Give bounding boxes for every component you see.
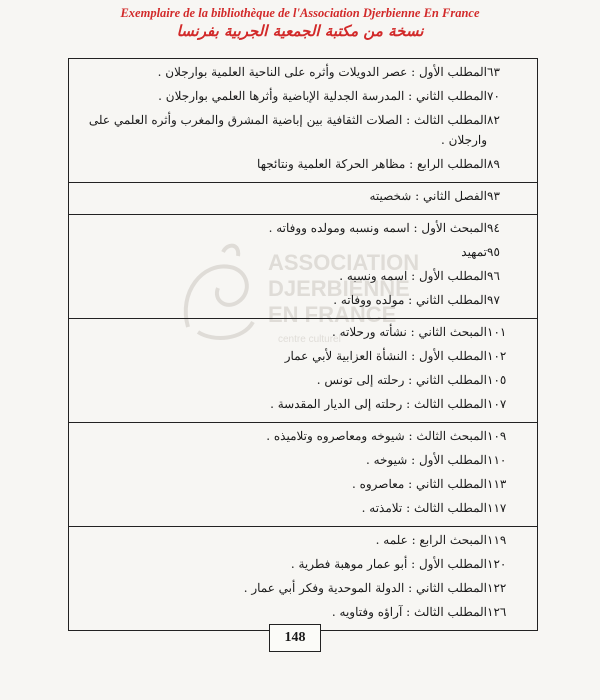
toc-row (69, 578, 537, 598)
toc-row-page: ١١٣ (487, 477, 507, 491)
toc-row-title: المطلب الأول : أبو عمار موهبة فطرية . (290, 557, 487, 571)
table-of-contents (68, 58, 538, 631)
toc-section-4 (69, 318, 537, 422)
toc-row-page: ١٢٦ (487, 605, 507, 619)
toc-section-2 (69, 182, 537, 214)
toc-row-page: ١٠٧ (487, 397, 507, 411)
toc-row-title: المطلب الثاني : معاصروه . (351, 477, 487, 491)
toc-section-1 (69, 58, 537, 182)
toc-row (69, 62, 537, 82)
toc-row (69, 530, 537, 550)
toc-section-6 (69, 526, 537, 631)
watermark-line-3: EN FRANCE (268, 302, 397, 327)
toc-row (69, 450, 537, 470)
toc-row (69, 322, 537, 342)
header-french-line: Exemplaire de la bibliothèque de l'Association Djerbienne En France (120, 6, 480, 20)
toc-row-page: ٩٤ (487, 221, 500, 235)
toc-row-page: ٨٩ (487, 157, 500, 171)
toc-row-title: المطلب الثاني : الدولة الموحدية وفكر أبي عمار . (243, 581, 487, 595)
toc-row (69, 110, 537, 150)
toc-row-title: الفصل الثاني : شخصيته (369, 189, 487, 203)
toc-row (69, 346, 537, 366)
header-arabic-line: نسخة من مكتبة الجمعية الجربية بفرنسا (176, 22, 424, 40)
toc-row-page: ١١٧ (487, 501, 507, 515)
toc-row-page: ٩٥ (487, 245, 500, 259)
toc-row (69, 242, 537, 262)
toc-row (69, 218, 537, 238)
toc-row-page: ١١٠ (487, 453, 507, 467)
toc-section-3 (69, 214, 537, 318)
toc-row-title: المطلب الثاني : رحلته إلى تونس . (316, 373, 487, 387)
toc-row (69, 498, 537, 518)
toc-row (69, 266, 537, 286)
toc-row-title: المطلب الثالث : الصلات الثقافية بين إباضية المشرق والمغرب وأثره العلمي على وارجلان . (88, 113, 487, 147)
toc-row (69, 154, 537, 174)
toc-row-title: المبحث الثالث : شيوخه ومعاصروه وتلاميذه . (266, 429, 487, 443)
toc-row-title: المبحث الثاني : نشأته ورحلاته . (331, 325, 487, 339)
toc-row-title: المطلب الأول : شيوخه . (365, 453, 487, 467)
toc-row-page: ٧٠ (487, 89, 500, 103)
toc-row-page: ١٠٢ (487, 349, 507, 363)
toc-row-title: المبحث الرابع : علمه . (375, 533, 487, 547)
toc-row-page: ١٠١ (487, 325, 507, 339)
toc-row (69, 370, 537, 390)
toc-row-title: المطلب الأول : عصر الدويلات وأثره على الناحية العلمية بوارجلان . (157, 65, 487, 79)
toc-row-title: المطلب الثاني : مولده ووفاته . (333, 293, 487, 307)
page-number-box: 148 (269, 624, 321, 652)
watermark-line-1: ASSOCIATION (268, 250, 420, 275)
toc-row (69, 426, 537, 446)
toc-row-title: المطلب الثالث : تلامذته . (361, 501, 487, 515)
toc-row-page: ٩٦ (487, 269, 500, 283)
toc-row (69, 86, 537, 106)
toc-row-page: ٩٣ (487, 189, 500, 203)
toc-row-title: المطلب الثاني : المدرسة الجدلية الإباضية وأثرها العلمي بوارجلان . (158, 89, 487, 103)
library-header (0, 6, 600, 40)
toc-row (69, 554, 537, 574)
toc-row (69, 394, 537, 414)
toc-row-page: ٩٧ (487, 293, 500, 307)
toc-row-page: ٦٣ (487, 65, 500, 79)
toc-row (69, 186, 537, 206)
toc-row (69, 474, 537, 494)
watermark-line-4: centre culturel (278, 334, 341, 345)
toc-row-page: ١٠٩ (487, 429, 507, 443)
toc-row-page: ٨٢ (487, 113, 500, 127)
toc-row (69, 290, 537, 310)
toc-row-title: المبحث الأول : اسمه ونسبه ومولده ووفاته . (268, 221, 487, 235)
watermark-line-2: DJERBIENNE (268, 276, 410, 301)
toc-row-page: ١٢٠ (487, 557, 507, 571)
toc-row-page: ١٢٢ (487, 581, 507, 595)
toc-row-title: المطلب الأول : النشأة العزابية لأبي عمار (284, 349, 487, 363)
toc-row-title: المطلب الثالث : رحلته إلى الديار المقدسة . (270, 397, 487, 411)
toc-row-title: المطلب الثالث : آراؤه وفتاويه . (331, 605, 487, 619)
toc-row-title: المطلب الأول : اسمه ونسبه . (339, 269, 487, 283)
toc-row-title: المطلب الرابع : مظاهر الحركة العلمية ونتائجها (257, 157, 487, 171)
toc-row-title: تمهيد (461, 245, 487, 259)
toc-row (69, 602, 537, 622)
toc-row-page: ١١٩ (487, 533, 507, 547)
toc-row-page: ١٠٥ (487, 373, 507, 387)
toc-section-5 (69, 422, 537, 526)
